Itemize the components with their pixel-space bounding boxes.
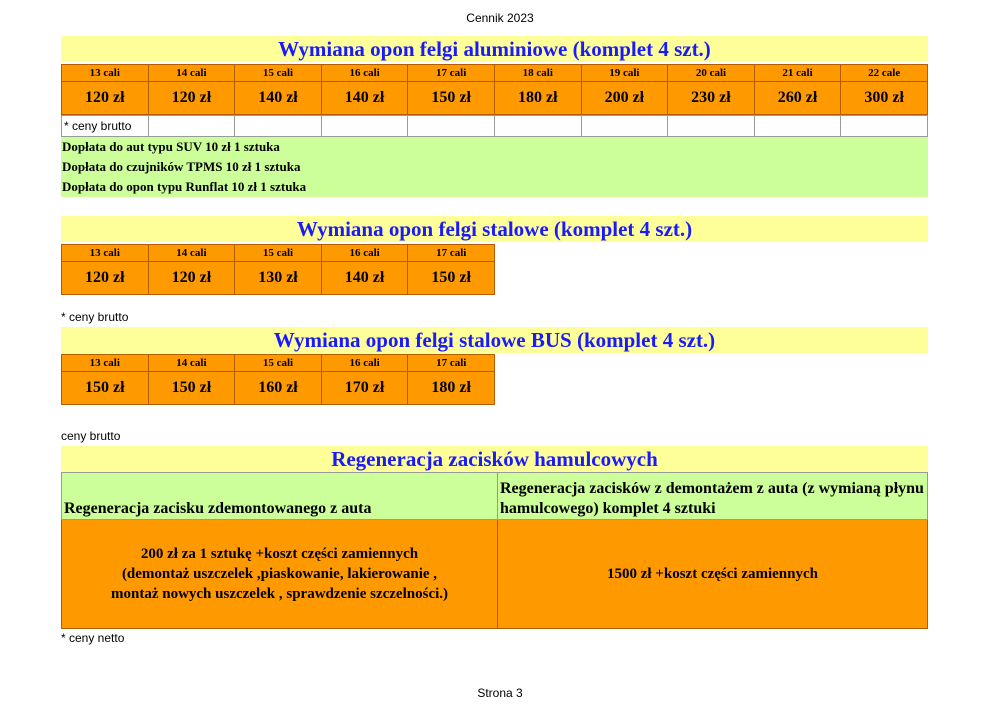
steel-price-table: [61, 244, 495, 295]
price-cell: 180 zł: [494, 82, 581, 115]
bus-note: ceny brutto: [61, 429, 121, 443]
price-cell: 260 zł: [754, 82, 841, 115]
steel-title: Wymiana opon felgi stalowe (komplet 4 szt.): [61, 216, 928, 242]
size-cell: 21 cali: [754, 65, 841, 82]
price-cell: 140 zł: [321, 262, 408, 295]
size-cell: 18 cali: [494, 65, 581, 82]
size-cell: 14 cali: [148, 65, 235, 82]
size-cell: 16 cali: [321, 65, 408, 82]
price-cell: 120 zł: [148, 262, 235, 295]
blank-cell: [754, 116, 841, 137]
bus-price-table: [61, 354, 495, 405]
bus-title: Wymiana opon felgi stalowe BUS (komplet 4 szt.): [61, 327, 928, 353]
price-cell: 200 zł: [581, 82, 668, 115]
blank-cell: [581, 116, 668, 137]
price-cell: 150 zł: [408, 82, 495, 115]
size-cell: 17 cali: [408, 245, 495, 262]
price-cell: 300 zł: [841, 82, 928, 115]
regen-note: * ceny netto: [61, 631, 125, 645]
alu-size-row: [62, 65, 928, 82]
steel-price-row: [62, 262, 495, 295]
regen-table: [61, 472, 928, 629]
price-cell: 120 zł: [62, 262, 149, 295]
price-cell: 130 zł: [235, 262, 322, 295]
alu-surcharges: [61, 137, 928, 197]
size-cell: 13 cali: [62, 245, 149, 262]
blank-cell: [408, 116, 495, 137]
price-cell: 180 zł: [408, 372, 495, 405]
bus-size-row: [62, 355, 495, 372]
regen-col1-line: (demontaż uszczelek ,piaskowanie, lakierowanie ,: [121, 566, 438, 582]
size-cell: 15 cali: [235, 65, 322, 82]
regen-col1-header: [62, 473, 498, 520]
size-cell: 17 cali: [408, 65, 495, 82]
blank-cell: [148, 116, 235, 137]
regen-col1-line: montaż nowych uszczelek , sprawdzenie szczelności.): [110, 586, 449, 602]
regen-col2-body: 1500 zł +koszt części zamiennych: [498, 520, 928, 629]
size-cell: 15 cali: [235, 355, 322, 372]
regen-col2-header: [498, 473, 928, 520]
size-cell: 14 cali: [148, 245, 235, 262]
price-cell: 170 zł: [321, 372, 408, 405]
alu-price-row: [62, 82, 928, 115]
surcharge-runflat: Dopłata do opon typu Runflat 10 zł 1 sztuka: [62, 179, 307, 194]
price-cell: 120 zł: [62, 82, 149, 115]
regen-title: Regeneracja zacisków hamulcowych: [61, 446, 928, 472]
size-cell: 15 cali: [235, 245, 322, 262]
size-cell: 17 cali: [408, 355, 495, 372]
size-cell: 19 cali: [581, 65, 668, 82]
regen-col1-header-text: Regeneracja zacisku zdemontowanego z auta: [64, 500, 372, 517]
surcharge-suv: Dopłata do aut typu SUV 10 zł 1 sztuka: [62, 139, 280, 154]
size-cell: 16 cali: [321, 355, 408, 372]
regen-col1-line: 200 zł za 1 sztukę +koszt części zamiennych: [140, 546, 419, 562]
blank-cell: [841, 116, 928, 137]
regen-col2-header-text: Regeneracja zacisków z demontażem z auta (z wymianą płynu hamulcowego) komplet 4 sztuki: [500, 480, 924, 517]
page-footer: Strona 3: [477, 686, 523, 700]
blank-cell: [668, 116, 755, 137]
price-cell: 150 zł: [62, 372, 149, 405]
page-header: Cennik 2023: [466, 11, 534, 25]
size-cell: 22 cale: [841, 65, 928, 82]
size-cell: 13 cali: [62, 65, 149, 82]
price-cell: 140 zł: [321, 82, 408, 115]
alu-title: Wymiana opon felgi aluminiowe (komplet 4 szt.): [61, 36, 928, 62]
size-cell: 13 cali: [62, 355, 149, 372]
regen-col1-body: [62, 520, 498, 629]
price-cell: 230 zł: [668, 82, 755, 115]
blank-cell: [321, 116, 408, 137]
price-cell: 150 zł: [408, 262, 495, 295]
price-cell: 120 zł: [148, 82, 235, 115]
price-cell: 140 zł: [235, 82, 322, 115]
surcharge-tpms: Dopłata do czujników TPMS 10 zł 1 sztuka: [62, 159, 301, 174]
bus-price-row: [62, 372, 495, 405]
size-cell: 14 cali: [148, 355, 235, 372]
price-cell: 150 zł: [148, 372, 235, 405]
alu-note: * ceny brutto: [62, 116, 149, 137]
steel-size-row: [62, 245, 495, 262]
blank-cell: [235, 116, 322, 137]
blank-cell: [494, 116, 581, 137]
size-cell: 20 cali: [668, 65, 755, 82]
size-cell: 16 cali: [321, 245, 408, 262]
price-cell: 160 zł: [235, 372, 322, 405]
alu-note-row: [61, 115, 928, 137]
steel-note: * ceny brutto: [61, 310, 129, 324]
alu-price-table: [61, 64, 928, 115]
